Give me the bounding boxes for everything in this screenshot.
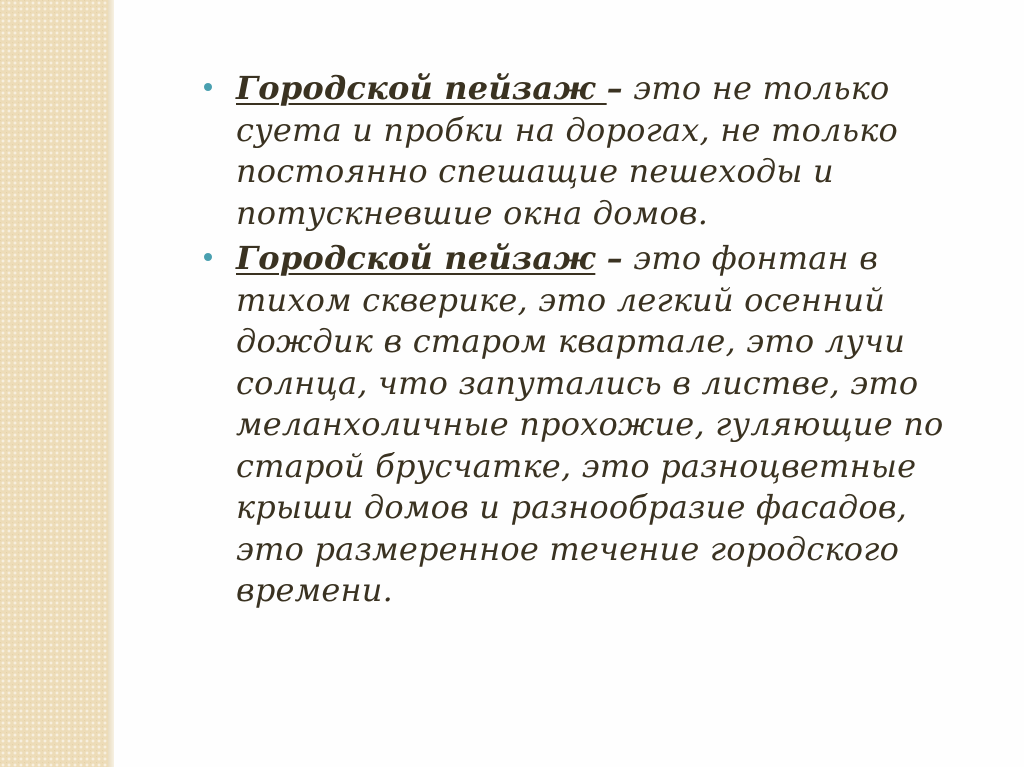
term-label: Городской пейзаж	[236, 69, 607, 107]
dash: –	[595, 239, 623, 277]
dash: –	[606, 69, 623, 107]
term-label: Городской пейзаж	[236, 239, 596, 277]
bullet-text: это фонтан в тихом скверике, это легкий осенний дождик в старом квартале, это лучи солнца, что запутались в листве, это меланхоличные прохожие, гуляющие по старой брусчатке, это разноцветные крыши домов и разнообразие фасадов, это размеренное течение городского времени.	[236, 239, 944, 609]
bullet-dot-icon	[204, 83, 212, 91]
bullet-item-1	[204, 68, 964, 234]
side-strip-edge	[108, 0, 114, 767]
bullet-text: это не только суета и пробки на дорогах, не только постоянно спешащие пешеходы и потускневшие окна домов.	[236, 69, 899, 232]
bullet-item-2	[204, 238, 964, 612]
decorative-side-strip	[0, 0, 108, 767]
bullet-list	[204, 68, 964, 616]
bullet-dot-icon	[204, 253, 212, 261]
